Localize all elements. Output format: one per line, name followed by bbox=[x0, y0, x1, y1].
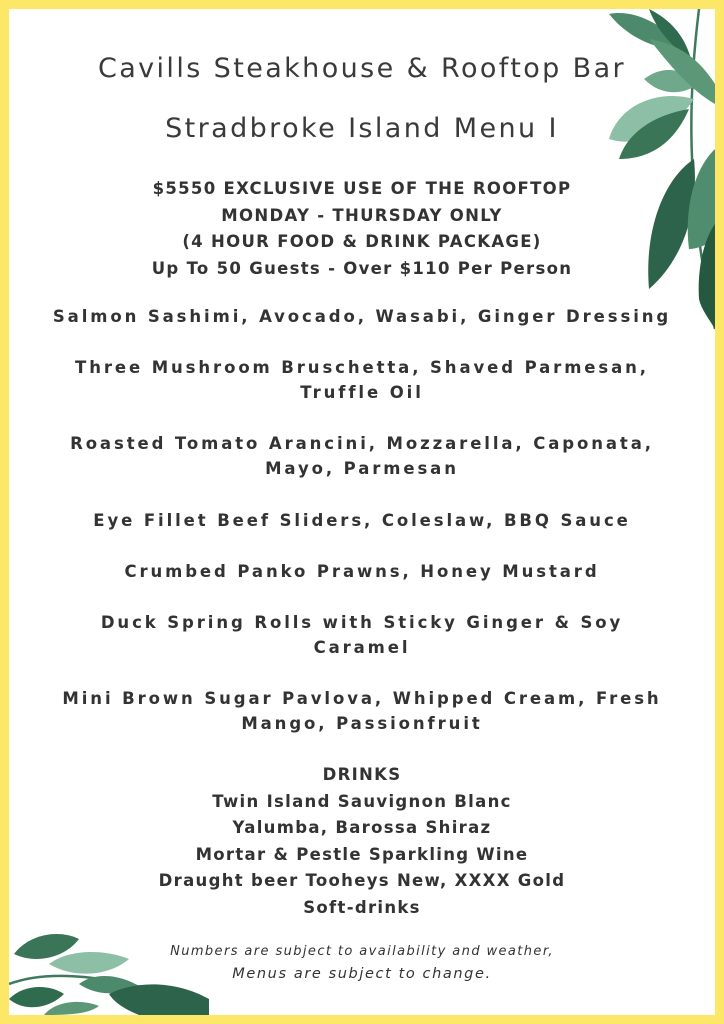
menu-item-line: Truffle Oil bbox=[300, 383, 424, 402]
menu-page bbox=[9, 9, 715, 1015]
menu-item-line: Duck Spring Rolls with Sticky Ginger & Soy bbox=[100, 613, 624, 632]
drinks-heading: DRINKS bbox=[322, 765, 402, 784]
menu-subtitle: Stradbroke Island Menu I bbox=[165, 113, 559, 144]
menu-item bbox=[9, 355, 715, 405]
menu-item-line: Mini Brown Sugar Pavlova, Whipped Cream, Fresh bbox=[62, 689, 662, 708]
menu-item bbox=[9, 686, 715, 736]
package-line: $5550 EXCLUSIVE USE OF THE ROOFTOP bbox=[152, 179, 572, 198]
drink-item: Yalumba, Barossa Shiraz bbox=[232, 818, 492, 837]
menu-item-line: Mayo, Parmesan bbox=[265, 459, 459, 478]
menu-item-line: Caramel bbox=[313, 638, 411, 657]
drink-item: Twin Island Sauvignon Blanc bbox=[212, 791, 512, 811]
drinks-section bbox=[9, 762, 715, 921]
package-line: Up To 50 Guests - Over $110 Per Person bbox=[151, 258, 573, 278]
menu-item bbox=[9, 508, 715, 533]
menu-item-line: Mango, Passionfruit bbox=[241, 714, 483, 733]
leaf-decoration-bottom-left bbox=[9, 924, 209, 1015]
change-note: Menus are subject to change. bbox=[232, 966, 492, 982]
menu-item bbox=[9, 304, 715, 329]
menu-item-line: Eye Fillet Beef Sliders, Coleslaw, BBQ Sauce bbox=[93, 511, 631, 530]
menu-item bbox=[9, 610, 715, 660]
restaurant-title: Cavills Steakhouse & Rooftop Bar bbox=[97, 53, 627, 84]
drink-item: Mortar & Pestle Sparkling Wine bbox=[195, 844, 529, 864]
drink-item: Draught beer Tooheys New, XXXX Gold bbox=[158, 871, 566, 890]
package-line: (4 HOUR FOOD & DRINK PACKAGE) bbox=[182, 232, 542, 251]
menu-item bbox=[9, 559, 715, 584]
menu-item-line: Crumbed Panko Prawns, Honey Mustard bbox=[124, 562, 600, 581]
drink-item: Soft-drinks bbox=[303, 897, 421, 917]
menu-item-line: Three Mushroom Bruschetta, Shaved Parmesan, bbox=[75, 358, 649, 377]
package-line: MONDAY - THURSDAY ONLY bbox=[221, 205, 503, 225]
availability-note: Numbers are subject to availability and weather, bbox=[170, 944, 554, 959]
menu-item bbox=[9, 431, 715, 481]
menu-item-line: Salmon Sashimi, Avocado, Wasabi, Ginger Dressing bbox=[52, 307, 672, 326]
menu-item-line: Roasted Tomato Arancini, Mozzarella, Caponata, bbox=[70, 434, 654, 453]
package-details bbox=[9, 176, 715, 282]
